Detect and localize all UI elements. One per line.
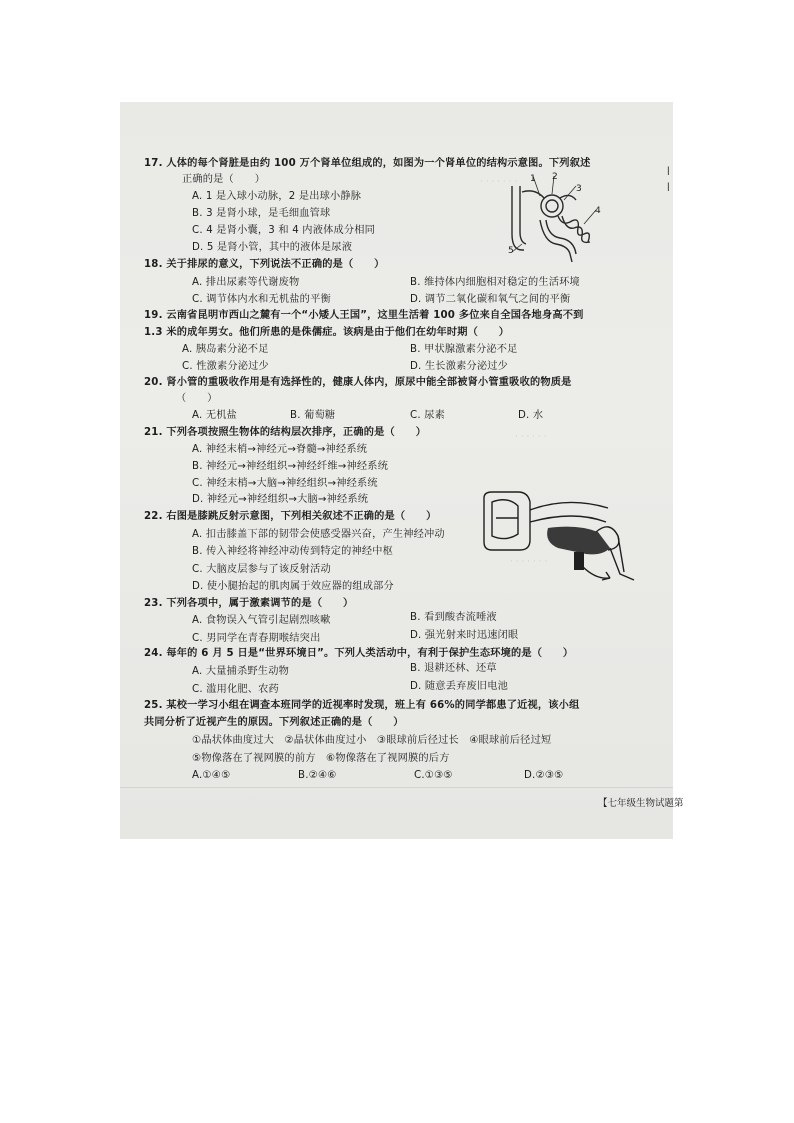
q25-items-line2: ⑤物像落在了视网膜的前方 ⑥物像落在了视网膜的后方 <box>192 753 450 764</box>
q23-stem: 23. 下列各项中，属于激素调节的是（ ） <box>144 598 354 609</box>
q18-option-a: A. 排出尿素等代谢废物 <box>192 277 300 288</box>
q25-option-c: C.①③⑤ <box>414 770 453 781</box>
q24-option-d: D. 随意丢弃废旧电池 <box>410 681 509 692</box>
q20-option-a: A. 无机盐 <box>192 410 238 421</box>
q25-option-a: A.①④⑤ <box>192 770 231 781</box>
q25-option-d: D.②③⑤ <box>524 770 564 781</box>
nephron-label-3: 3 <box>576 184 582 194</box>
edge-fragment: ǀ <box>667 182 670 192</box>
q19-option-a: A. 胰岛素分泌不足 <box>182 344 269 355</box>
q22-option-d: D. 使小腿抬起的肌肉属于效应器的组成部分 <box>192 581 394 592</box>
scanned-exam-page <box>120 102 684 839</box>
q17-option-c: C. 4 是肾小囊，3 和 4 内液体成分相同 <box>192 225 376 236</box>
q18-stem: 18. 关于排尿的意义，下列说法不正确的是（ ） <box>144 259 385 270</box>
bleed-through-text: · · · · · · · <box>510 557 548 567</box>
bleed-through-text: · · · · · · <box>515 432 547 442</box>
q22-option-b: B. 传入神经将神经冲动传到特定的神经中枢 <box>192 546 394 557</box>
q18-option-b: B. 维持体内细胞相对稳定的生活环境 <box>410 277 580 288</box>
q17-option-b: B. 3 是肾小球，是毛细血管球 <box>192 208 331 219</box>
nephron-label-2: 2 <box>552 172 558 182</box>
q21-stem: 21. 下列各项按照生物体的结构层次排序，正确的是（ ） <box>144 427 427 438</box>
edge-fragment: ǀ <box>667 166 670 176</box>
q20-stem-line2: （ ） <box>176 393 218 404</box>
q19-stem-line1: 19. 云南省昆明市西山之麓有一个“小矮人王国”，这里生活着 100 多位来自全国各地身高不到 <box>144 310 584 321</box>
q23-option-d: D. 强光射来时迅速闭眼 <box>410 630 519 641</box>
q24-option-c: C. 滥用化肥、农药 <box>192 684 279 695</box>
q17-stem-line1: 17. 人体的每个肾脏是由约 100 万个肾单位组成的，如图为一个肾单位的结构示意图。下列叙述 <box>144 158 591 169</box>
q25-items-line1: ①晶状体曲度过大 ②晶状体曲度过小 ③眼球前后径过长 ④眼球前后径过短 <box>192 735 552 746</box>
q20-option-b: B. 葡萄糖 <box>290 410 336 421</box>
q22-stem: 22. 右图是膝跳反射示意图，下列相关叙述不正确的是（ ） <box>144 511 437 522</box>
page-footer: 【七年级生物试题第 <box>598 798 684 809</box>
q20-option-d: D. 水 <box>518 410 544 421</box>
q17-option-a: A. 1 是入球小动脉，2 是出球小静脉 <box>192 191 362 202</box>
q19-option-d: D. 生长激素分泌过少 <box>410 361 509 372</box>
q20-option-c: C. 尿素 <box>410 410 445 421</box>
nephron-label-4: 4 <box>595 206 601 216</box>
bleed-through-text: · · · · · · · <box>480 177 518 187</box>
nephron-label-5: 5 <box>508 246 514 256</box>
q25-option-b: B.②④⑥ <box>298 770 337 781</box>
q21-option-b: B. 神经元→神经组织→神经纤维→神经系统 <box>192 461 389 472</box>
q20-stem-line1: 20. 肾小管的重吸收作用是有选择性的，健康人体内，原尿中能全部被肾小管重吸收的物质是 <box>144 377 572 388</box>
q18-option-c: C. 调节体内水和无机盐的平衡 <box>192 294 331 305</box>
q19-stem-line2: 1.3 米的成年男女。他们所患的是侏儒症。该病是由于他们在幼年时期（ ） <box>144 327 510 338</box>
q25-stem-line2: 共同分析了近视产生的原因。下列叙述正确的是（ ） <box>144 717 404 728</box>
nephron-diagram <box>500 172 610 264</box>
q23-option-a: A. 食物误入气管引起剧烈咳嗽 <box>192 615 331 626</box>
q19-option-c: C. 性激素分泌过少 <box>182 361 269 372</box>
q22-option-a: A. 扣击膝盖下部的韧带会使感受器兴奋，产生神经冲动 <box>192 529 445 540</box>
q23-option-b: B. 看到酸杏流唾液 <box>410 612 497 623</box>
knee-reflex-diagram <box>478 488 643 586</box>
q19-option-b: B. 甲状腺激素分泌不足 <box>410 344 518 355</box>
q24-option-b: B. 退耕还林、还草 <box>410 663 497 674</box>
q18-option-d: D. 调节二氧化碳和氧气之间的平衡 <box>410 294 571 305</box>
q21-option-d: D. 神经元→神经组织→大脑→神经系统 <box>192 494 369 505</box>
q24-stem: 24. 每年的 6 月 5 日是“世界环境日”。下列人类活动中，有利于保护生态环境的是（ ） <box>144 648 574 659</box>
q21-option-c: C. 神经末梢→大脑→神经组织→神经系统 <box>192 478 378 489</box>
nephron-label-1: 1 <box>530 174 536 184</box>
q17-option-d: D. 5 是肾小管，其中的液体是尿液 <box>192 242 353 253</box>
q22-option-c: C. 大脑皮层参与了该反射活动 <box>192 564 331 575</box>
q21-option-a: A. 神经末梢→神经元→脊髓→神经系统 <box>192 444 368 455</box>
q23-option-c: C. 男同学在青春期喉结突出 <box>192 633 321 644</box>
q24-option-a: A. 大量捕杀野生动物 <box>192 666 289 677</box>
q25-stem-line1: 25. 某校一学习小组在调查本班同学的近视率时发现，班上有 66%的同学都患了近视，该小组 <box>144 700 580 711</box>
fold-line <box>120 787 673 788</box>
q17-stem-line2: 正确的是（ ） <box>182 174 266 185</box>
